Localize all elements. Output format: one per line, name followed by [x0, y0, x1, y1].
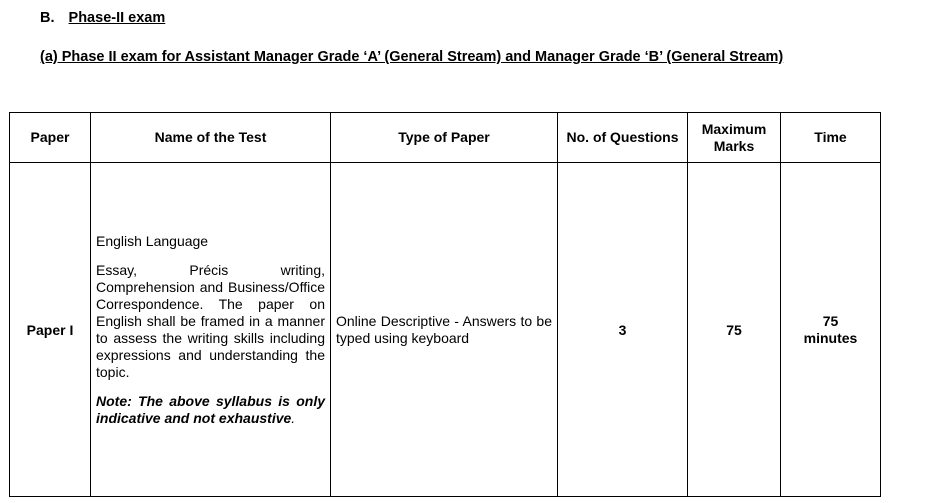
time-value: 75 — [822, 312, 839, 329]
cell-no-of-questions: 3 — [558, 163, 688, 497]
cell-name-of-test — [91, 163, 331, 497]
header-paper: Paper — [10, 113, 91, 163]
section-label: B. — [40, 10, 55, 26]
table-header-row — [10, 113, 881, 163]
test-name: English Language — [96, 232, 209, 249]
test-description: Essay, Précis writing, Comprehension and Business/Office Correspondence. The paper on English shall be framed in a manner to assess the writing skills including expressions and understanding the topic. — [96, 261, 325, 380]
cell-type-of-paper: Online Descriptive - Answers to be typed using keyboard — [331, 163, 558, 497]
section-heading — [40, 10, 165, 26]
header-no-of-questions: No. of Questions — [558, 113, 688, 163]
header-time: Time — [781, 113, 881, 163]
syllabus-note — [96, 393, 325, 427]
header-name-of-test: Name of the Test — [91, 113, 331, 163]
table-row — [10, 163, 881, 497]
time-unit: minutes — [803, 329, 858, 346]
header-type-of-paper: Type of Paper — [331, 113, 558, 163]
section-title: Phase-II exam — [68, 10, 166, 26]
header-maximum-marks: Maximum Marks — [688, 113, 781, 163]
cell-maximum-marks: 75 — [688, 163, 781, 497]
cell-paper: Paper I — [10, 163, 91, 497]
exam-table — [9, 112, 881, 497]
subsection-title: (a) Phase II exam for Assistant Manager Grade ‘A’ (General Stream) and Manager Grade ‘B’ (General Stream) — [40, 49, 784, 65]
syllabus-note-text: Note: The above syllabus is only indicative and not exhaustive — [96, 392, 325, 426]
syllabus-note-end: . — [291, 409, 296, 426]
cell-time — [781, 163, 881, 497]
